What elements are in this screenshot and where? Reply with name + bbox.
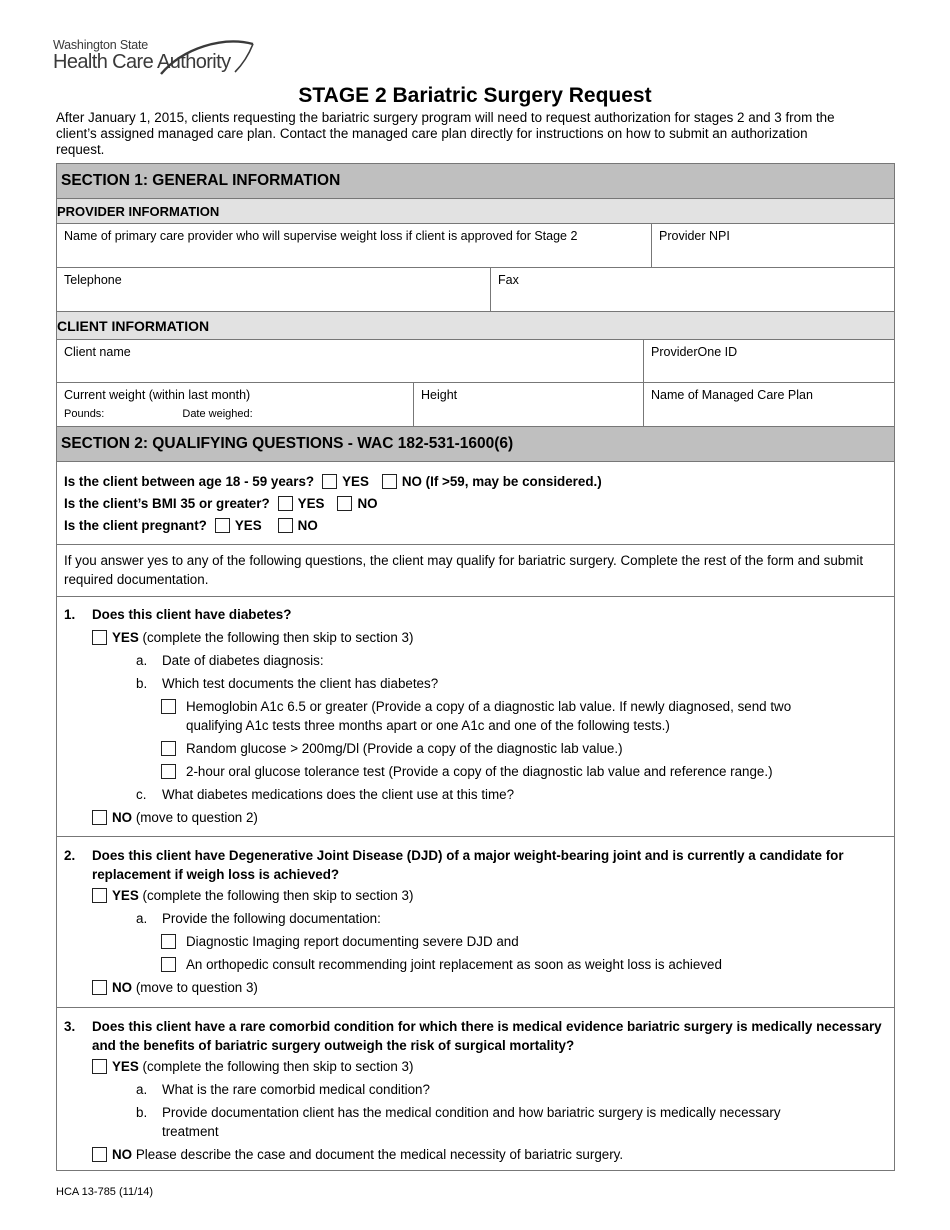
q3-question-line2: and the benefits of bariatric surgery outweigh the risk of surgical mortality? — [92, 1038, 575, 1053]
q2-imaging-checkbox[interactable] — [161, 934, 176, 949]
q3-number: 3. — [64, 1019, 76, 1034]
q3-heading — [64, 1017, 887, 1055]
q2-no-option — [64, 978, 887, 1001]
q1-a-letter: a. — [136, 653, 148, 668]
q1-heading — [64, 605, 887, 628]
client-name-label: Client name — [64, 345, 131, 359]
q3-no-instruction: Please describe the case and document the medical necessity of bariatric surgery. — [132, 1147, 624, 1162]
providerone-id-field[interactable] — [643, 340, 894, 382]
pregnancy-no-checkbox[interactable] — [278, 518, 293, 533]
logo-swoosh-icon — [153, 38, 258, 78]
q3-b-line2: treatment — [162, 1124, 219, 1139]
telephone-label: Telephone — [64, 273, 122, 287]
qualify-note: If you answer yes to any of the following questions, the client may qualify for bariatric surgery. Complete the rest of the form and submit required documentation. — [64, 553, 864, 587]
age-yes-label: YES — [342, 473, 369, 489]
q2-doc-ortho — [64, 955, 887, 978]
section1-header: SECTION 1: GENERAL INFORMATION — [57, 164, 894, 199]
q3-no-checkbox[interactable] — [92, 1147, 107, 1162]
q1-no-label: NO — [112, 810, 133, 825]
q2-a-text: Provide the following documentation: — [162, 911, 381, 926]
q1-no-option — [64, 808, 887, 831]
managed-care-plan-field[interactable] — [643, 383, 894, 426]
q2-a-letter: a. — [136, 911, 148, 926]
provider-info-header: PROVIDER INFORMATION — [57, 199, 894, 224]
age-no-checkbox[interactable] — [382, 474, 397, 489]
managed-care-plan-label: Name of Managed Care Plan — [651, 388, 813, 402]
hca-logo — [53, 38, 263, 78]
question1-section — [57, 597, 894, 837]
weight-label: Current weight (within last month) — [64, 388, 251, 402]
q1-random-glucose-checkbox[interactable] — [161, 741, 176, 756]
height-field[interactable] — [413, 383, 643, 426]
q2-no-label: NO — [112, 980, 133, 995]
provider-row — [57, 224, 894, 268]
q3-a-letter: a. — [136, 1082, 148, 1097]
q1-c-letter: c. — [136, 787, 147, 802]
q1-b-letter: b. — [136, 676, 148, 691]
question3-section — [57, 1008, 894, 1170]
pcp-name-label: Name of primary care provider who will supervise weight loss if client is approved for Stage 2 — [64, 229, 578, 243]
bmi-no-label: NO — [357, 495, 378, 511]
q3-b-line1: Provide documentation client has the medical condition and how bariatric surgery is medically necessary — [162, 1105, 781, 1120]
bmi-yes-label: YES — [297, 495, 325, 511]
provider-npi-field[interactable] — [651, 224, 894, 267]
q2-no-checkbox[interactable] — [92, 980, 107, 995]
providerone-id-label: ProviderOne ID — [651, 345, 738, 359]
q1-item-c — [64, 785, 887, 808]
q1-a1c-line2: qualifying A1c tests three months apart or one A1c and one of the following tests.) — [186, 718, 670, 733]
age-question-label: Is the client between age 18 - 59 years? — [64, 473, 315, 489]
q1-a1c-checkbox[interactable] — [161, 699, 176, 714]
logo-line2: Health Care Authority — [53, 51, 231, 73]
fax-label: Fax — [498, 273, 519, 287]
q2-imaging-label: Diagnostic Imaging report documenting severe DJD and — [186, 934, 519, 949]
q1-item-b — [64, 674, 887, 697]
q2-ortho-label: An orthopedic consult recommending joint replacement as soon as weight loss is achieved — [186, 957, 722, 972]
bmi-yes-checkbox[interactable] — [278, 496, 293, 511]
pregnancy-question-label: Is the client pregnant? — [64, 517, 207, 533]
q1-ogtt-checkbox[interactable] — [161, 764, 176, 779]
q1-number: 1. — [64, 607, 76, 622]
telephone-field[interactable] — [57, 268, 490, 311]
client-row — [57, 340, 894, 383]
age-question — [64, 470, 602, 492]
q1-yes-instruction: (complete the following then skip to section 3) — [138, 630, 414, 645]
bmi-question — [64, 492, 602, 514]
q1-test-random-glucose — [64, 739, 887, 762]
q3-item-a — [64, 1080, 887, 1103]
q2-yes-label: YES — [112, 888, 139, 903]
q3-a-text: What is the rare comorbid medical condition? — [162, 1082, 430, 1097]
request-form — [56, 163, 895, 1171]
client-name-field[interactable] — [57, 340, 643, 382]
q2-question-line1: Does this client have Degenerative Joint Disease (DJD) of a major weight-bearing joint and is currently a candidate for — [92, 848, 844, 863]
q1-a-text: Date of diabetes diagnosis: — [162, 653, 324, 668]
page-title: STAGE 2 Bariatric Surgery Request — [298, 84, 652, 107]
eligibility-questions — [57, 462, 894, 545]
weight-sublabels — [64, 408, 406, 420]
pregnancy-no-label: NO — [297, 517, 318, 533]
logo-line1: Washington State — [53, 38, 149, 52]
pregnancy-yes-checkbox[interactable] — [215, 518, 230, 533]
q2-yes-instruction: (complete the following then skip to section 3) — [138, 888, 414, 903]
q3-no-label: NO — [112, 1147, 133, 1162]
q3-yes-checkbox[interactable] — [92, 1059, 107, 1074]
height-label: Height — [421, 388, 458, 402]
q1-b-text: Which test documents the client has diabetes? — [162, 676, 439, 691]
pregnancy-question — [64, 514, 602, 536]
q3-b-letter: b. — [136, 1105, 148, 1120]
age-yes-checkbox[interactable] — [322, 474, 337, 489]
contact-row — [57, 268, 894, 312]
client-info-header: CLIENT INFORMATION — [57, 312, 894, 340]
q2-doc-imaging — [64, 932, 887, 955]
q2-yes-option — [64, 886, 887, 909]
q1-test-ogtt — [64, 762, 887, 785]
q1-item-a — [64, 651, 887, 674]
pounds-label: Pounds: — [64, 408, 105, 420]
q1-a1c-line1: Hemoglobin A1c 6.5 or greater (Provide a copy of a diagnostic lab value. If newly diagnosed, send two — [186, 699, 792, 714]
q3-yes-label: YES — [112, 1059, 139, 1074]
q3-yes-instruction: (complete the following then skip to section 3) — [138, 1059, 414, 1074]
intro-text: After January 1, 2015, clients requesting the bariatric surgery program will need to request authorization for stages 2 and 3 from the client’s assigned managed care plan. Contact the managed care plan directly for instructions on how to submit an authorization request. — [56, 110, 835, 158]
qualify-note-row — [57, 545, 894, 597]
section2-header: SECTION 2: QUALIFYING QUESTIONS - WAC 182-531-1600(6) — [57, 427, 894, 462]
age-no-label: NO (If >59, may be considered.) — [401, 473, 602, 489]
bmi-no-checkbox[interactable] — [337, 496, 352, 511]
q3-yes-option — [64, 1057, 887, 1080]
weight-field[interactable] — [57, 383, 413, 426]
q1-test-a1c — [64, 697, 887, 739]
question2-section — [57, 837, 894, 1008]
q1-no-checkbox[interactable] — [92, 810, 107, 825]
q1-question: Does this client have diabetes? — [92, 607, 292, 622]
q2-yes-checkbox[interactable] — [92, 888, 107, 903]
pregnancy-yes-label: YES — [234, 517, 262, 533]
q3-question-line1: Does this client have a rare comorbid condition for which there is medical evidence bariatric surgery is medically necessary — [92, 1019, 882, 1034]
q3-no-option — [64, 1145, 887, 1168]
weight-row — [57, 383, 894, 427]
form-number: HCA 13-785 (11/14) — [56, 1186, 154, 1198]
provider-npi-label: Provider NPI — [659, 229, 730, 243]
q2-ortho-checkbox[interactable] — [161, 957, 176, 972]
q1-yes-label: YES — [112, 630, 139, 645]
q1-random-glucose-label: Random glucose > 200mg/Dl (Provide a copy of the diagnostic lab value.) — [186, 741, 623, 756]
q1-ogtt-label: 2-hour oral glucose tolerance test (Provide a copy of the diagnostic lab value and reference range.) — [186, 764, 773, 779]
q2-item-a — [64, 909, 887, 932]
q3-item-b — [64, 1103, 887, 1145]
q1-no-instruction: (move to question 2) — [132, 810, 258, 825]
q2-heading — [64, 846, 887, 884]
date-weighed-label: Date weighed: — [182, 408, 253, 420]
q2-no-instruction: (move to question 3) — [132, 980, 258, 995]
q1-c-text: What diabetes medications does the client use at this time? — [162, 787, 515, 802]
pcp-name-field[interactable] — [57, 224, 651, 267]
q1-yes-checkbox[interactable] — [92, 630, 107, 645]
q2-question-line2: replacement if weigh loss is achieved? — [92, 867, 340, 882]
q2-number: 2. — [64, 848, 76, 863]
fax-field[interactable] — [490, 268, 894, 311]
q1-yes-option — [64, 628, 887, 651]
bmi-question-label: Is the client’s BMI 35 or greater? — [64, 495, 270, 511]
